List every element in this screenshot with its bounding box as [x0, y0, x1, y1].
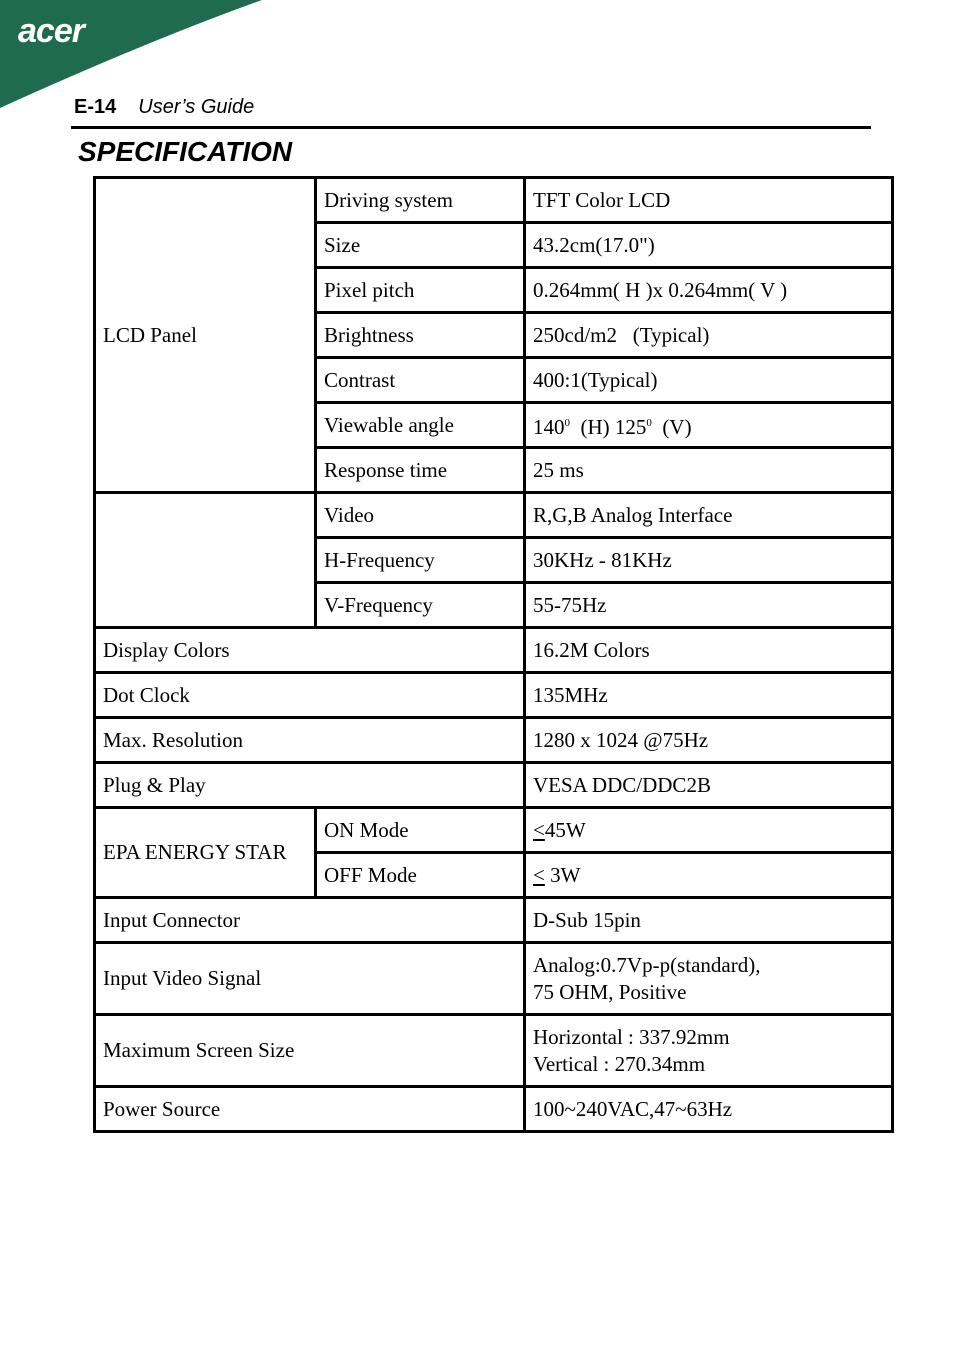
spec-value: TFT Color LCD [525, 178, 893, 223]
table-row [95, 943, 893, 1015]
spec-item: Brightness [316, 313, 525, 358]
less-equal-symbol: < [533, 817, 545, 842]
spec-group-label: LCD Panel [95, 178, 316, 493]
table-row [95, 718, 893, 763]
spec-item: Video [316, 493, 525, 538]
table-row [95, 493, 893, 538]
spec-value: R,G,B Analog Interface [525, 493, 893, 538]
spec-value: 1280 x 1024 @75Hz [525, 718, 893, 763]
spec-item: Response time [316, 448, 525, 493]
spec-item: V-Frequency [316, 583, 525, 628]
spec-value: 250cd/m2 (Typical) [525, 313, 893, 358]
spec-value [525, 808, 893, 853]
spec-group-label: EPA ENERGY STAR [95, 808, 316, 898]
degree-mark: 0 [646, 416, 652, 429]
spec-value: 100~240VAC,47~63Hz [525, 1087, 893, 1132]
guide-title: User’s Guide [138, 96, 255, 118]
spec-item: H-Frequency [316, 538, 525, 583]
spec-value: 135MHz [525, 673, 893, 718]
value-line: Horizontal : 337.92mm [533, 1024, 730, 1049]
spec-item: ON Mode [316, 808, 525, 853]
angle-v-value: (H) 125 [570, 414, 647, 439]
spec-value: 55-75Hz [525, 583, 893, 628]
spec-item: Size [316, 223, 525, 268]
spec-value [525, 1015, 893, 1087]
angle-v-suffix: (V) [651, 414, 692, 439]
spec-value [525, 853, 893, 898]
page-header [74, 96, 254, 119]
spec-value: 0.264mm( H )x 0.264mm( V ) [525, 268, 893, 313]
value-line: Analog:0.7Vp-p(standard), [533, 952, 761, 977]
spec-value: 30KHz - 81KHz [525, 538, 893, 583]
less-equal-symbol: < [533, 862, 545, 887]
value-line: Vertical : 270.34mm [533, 1051, 706, 1076]
angle-h-value: 140 [533, 414, 565, 439]
spec-value: 16.2M Colors [525, 628, 893, 673]
spec-item: Max. Resolution [95, 718, 525, 763]
table-row [95, 673, 893, 718]
spec-item: Maximum Screen Size [95, 1015, 525, 1087]
table-row [95, 1087, 893, 1132]
spec-item: Plug & Play [95, 763, 525, 808]
header-rule [71, 126, 871, 129]
spec-item: Input Video Signal [95, 943, 525, 1015]
spec-value: VESA DDC/DDC2B [525, 763, 893, 808]
spec-value: D-Sub 15pin [525, 898, 893, 943]
table-row [95, 808, 893, 853]
spec-item: Dot Clock [95, 673, 525, 718]
spec-table [93, 176, 894, 1133]
spec-value: 25 ms [525, 448, 893, 493]
table-row [95, 898, 893, 943]
spec-value [525, 403, 893, 448]
spec-item: Driving system [316, 178, 525, 223]
degree-mark: 0 [564, 416, 570, 429]
spec-item: Contrast [316, 358, 525, 403]
table-row [95, 628, 893, 673]
spec-item: Power Source [95, 1087, 525, 1132]
table-row [95, 1015, 893, 1087]
table-row [95, 763, 893, 808]
power-value: 3W [544, 862, 581, 887]
spec-group-label [95, 493, 316, 628]
spec-item: Input Connector [95, 898, 525, 943]
spec-item: Display Colors [95, 628, 525, 673]
spec-item: OFF Mode [316, 853, 525, 898]
page-number: E-14 [74, 96, 117, 118]
spec-item: Viewable angle [316, 403, 525, 448]
power-value: 45W [544, 817, 586, 842]
section-title: SPECIFICATION [78, 136, 293, 167]
acer-logo: acer [18, 12, 84, 50]
spec-value: 43.2cm(17.0") [525, 223, 893, 268]
spec-value [525, 943, 893, 1015]
value-line: 75 OHM, Positive [533, 979, 687, 1004]
table-row [95, 178, 893, 223]
spec-item: Pixel pitch [316, 268, 525, 313]
spec-value: 400:1(Typical) [525, 358, 893, 403]
